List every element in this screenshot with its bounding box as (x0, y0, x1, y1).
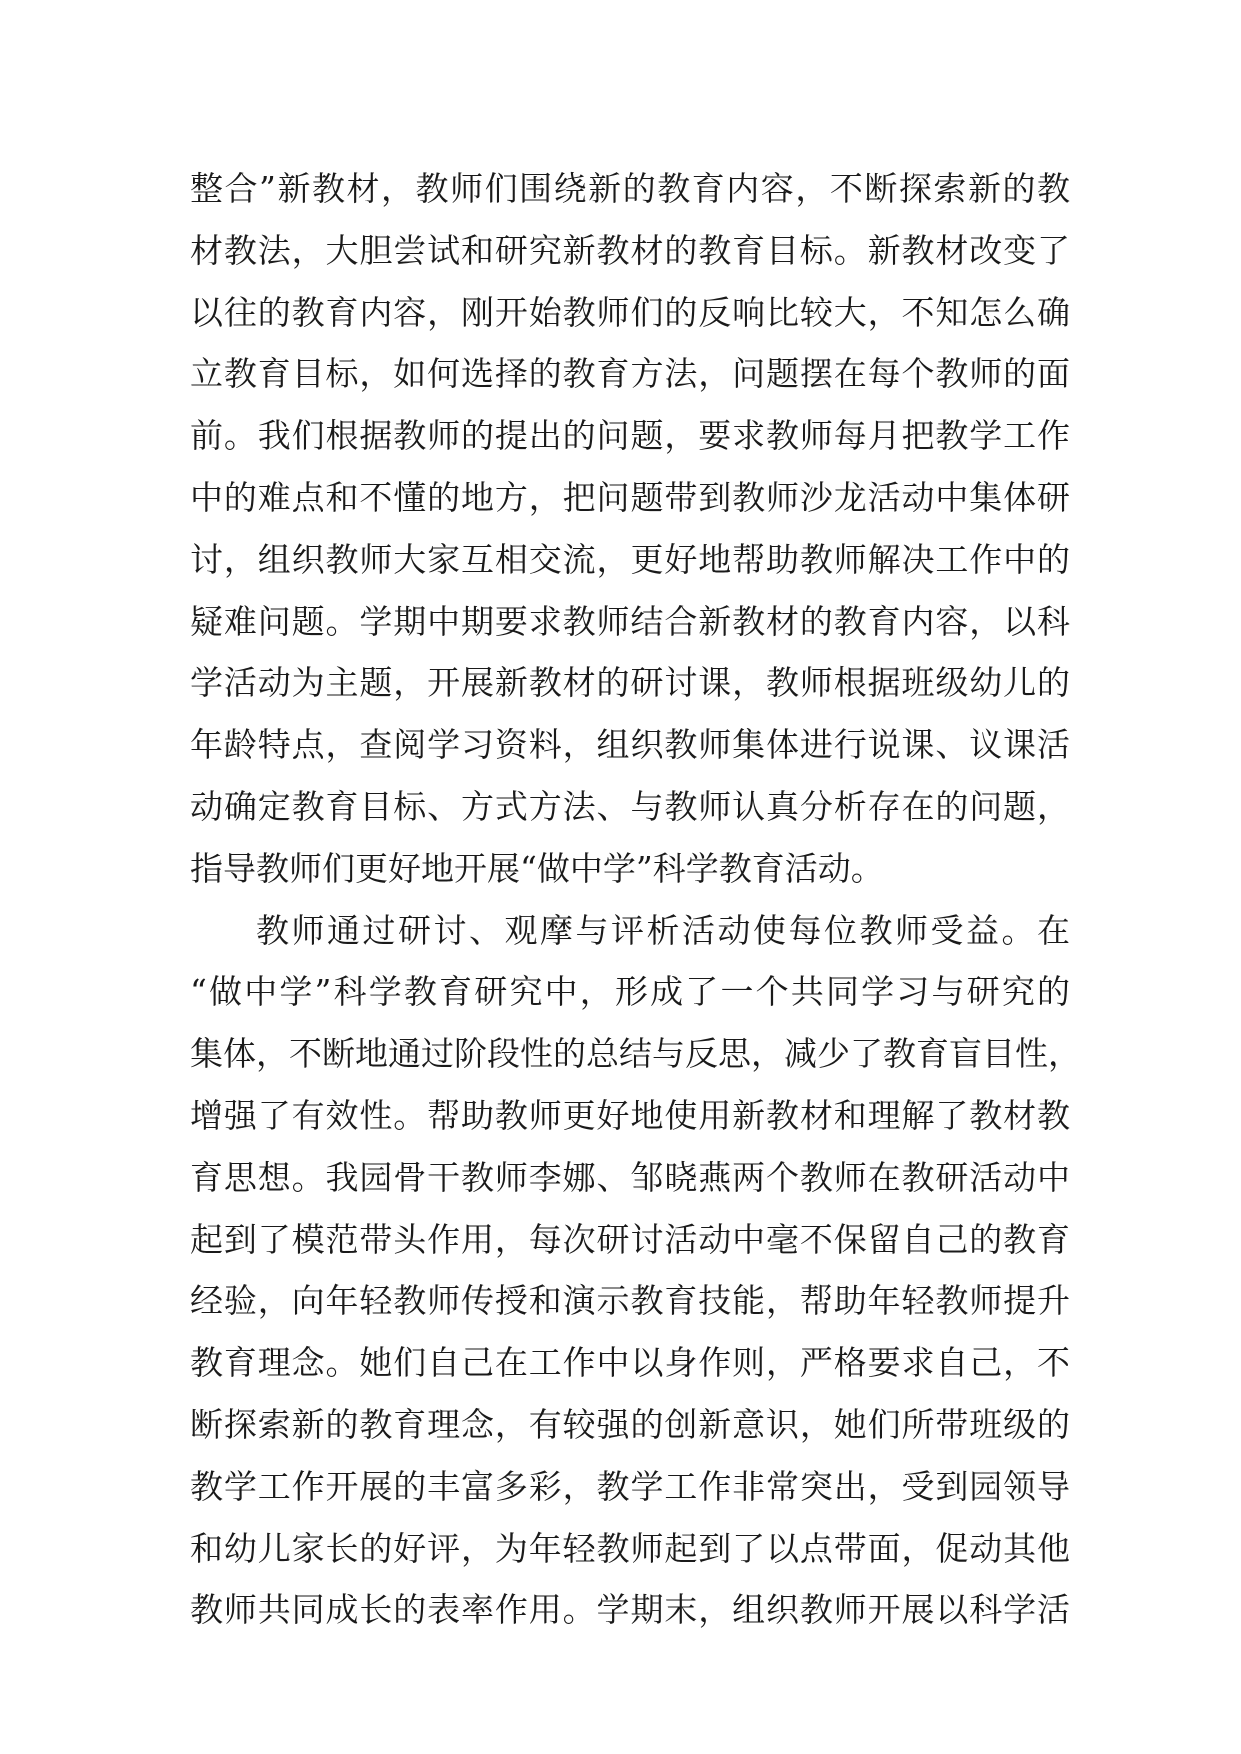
text-line: 材教法，大胆尝试和研究新教材的教育目标。新教材改变了 (190, 230, 1070, 270)
text-line: 经验，向年轻教师传授和演示教育技能，帮助年轻教师提升 (190, 1281, 1070, 1321)
text-line: 以往的教育内容，刚开始教师们的反响比较大，不知怎么确 (190, 292, 1070, 332)
text-line: 教育理念。她们自己在工作中以身作则，严格要求自己，不 (190, 1343, 1070, 1383)
body-text (190, 158, 1081, 1641)
text-line: 和幼儿家长的好评，为年轻教师起到了以点带面，促动其他 (190, 1528, 1070, 1568)
text-line: 增强了有效性。帮助教师更好地使用新教材和理解了教材教 (190, 1095, 1070, 1135)
text-line: 育思想。我园骨干教师李娜、邹晓燕两个教师在教研活动中 (190, 1157, 1070, 1197)
text-line: 集体，不断地通过阶段性的总结与反思，减少了教育盲目性， (190, 1034, 1081, 1074)
text-line: 立教育目标，如何选择的教育方法，问题摆在每个教师的面 (190, 354, 1070, 394)
text-line: 整合”新教材，教师们围绕新的教育内容，不断探索新的教 (190, 169, 1070, 208)
text-line: 疑难问题。学期中期要求教师结合新教材的教育内容，以科 (190, 601, 1070, 641)
text-line: 中的难点和不懂的地方，把问题带到教师沙龙活动中集体研 (190, 477, 1070, 517)
text-line: 起到了模范带头作用，每次研讨活动中毫不保留自己的教育 (190, 1219, 1070, 1259)
text-line: 前。我们根据教师的提出的问题，要求教师每月把教学工作 (190, 416, 1070, 456)
text-line: 断探索新的教育理念，有较强的创新意识，她们所带班级的 (190, 1404, 1070, 1444)
text-line: 教师通过研讨、观摩与评析活动使每位教师受益。在 (256, 910, 1070, 950)
text-line: 年龄特点，查阅学习资料，组织教师集体进行说课、议课活 (190, 725, 1070, 765)
text-line: 讨，组织教师大家互相交流，更好地帮助教师解决工作中的 (190, 539, 1070, 579)
text-line: “做中学”科学教育研究中，形成了一个共同学习与研究的 (190, 972, 1070, 1012)
text-line: 学活动为主题，开展新教材的研讨课，教师根据班级幼儿的 (190, 663, 1070, 703)
text-line: 动确定教育目标、方式方法、与教师认真分析存在的问题， (190, 786, 1070, 826)
text-line: 指导教师们更好地开展“做中学”科学教育活动。 (190, 848, 884, 888)
text-line: 教学工作开展的丰富多彩，教学工作非常突出，受到园领导 (190, 1466, 1070, 1506)
text-line: 教师共同成长的表率作用。学期末，组织教师开展以科学活 (190, 1590, 1070, 1630)
